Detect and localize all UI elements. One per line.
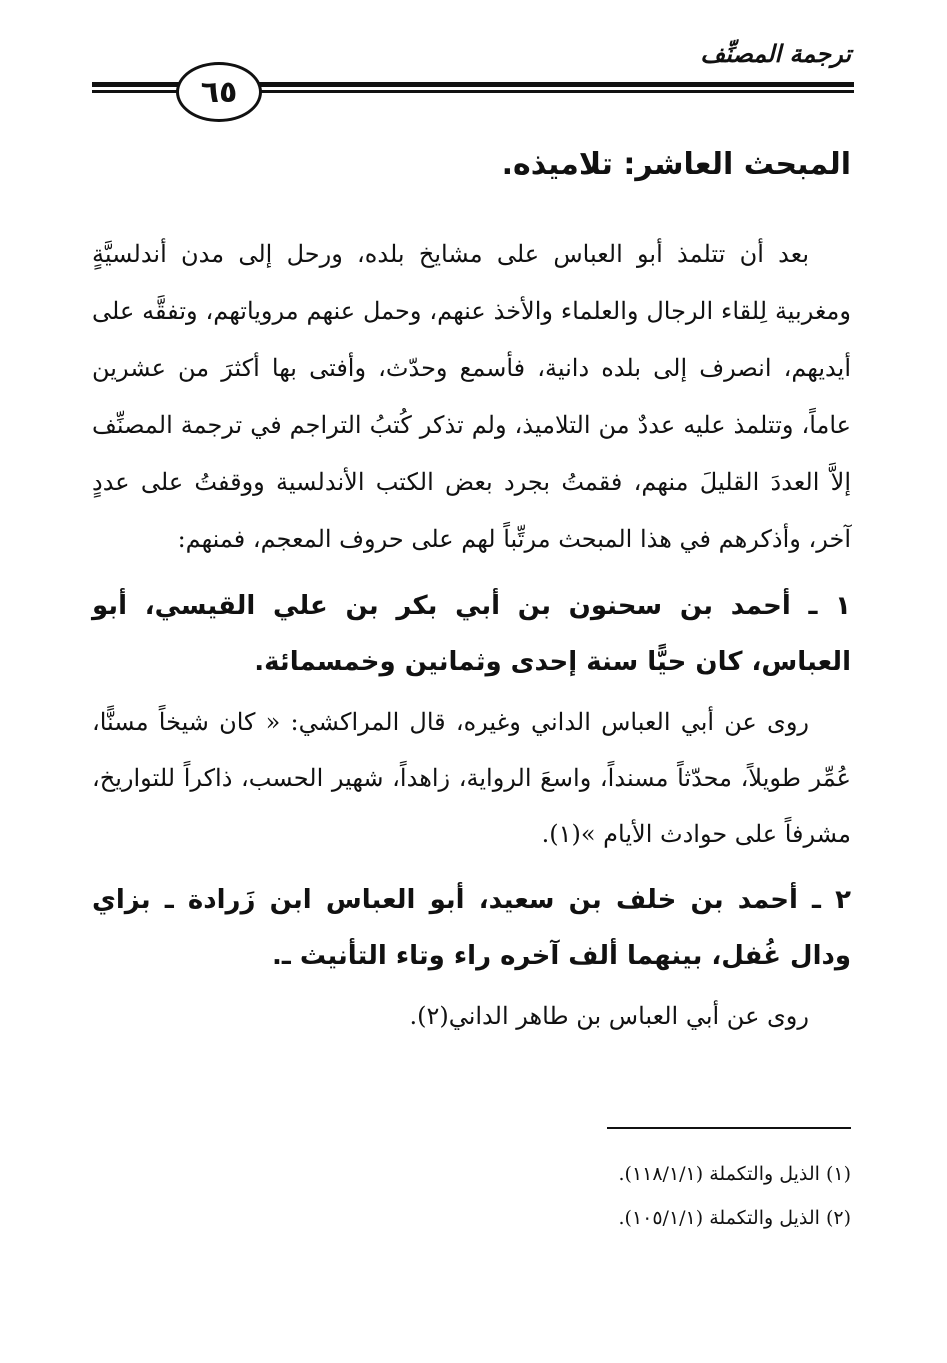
footnote-separator: [607, 1127, 851, 1129]
page-number: ٦٥: [176, 62, 262, 122]
entry-1: [92, 578, 851, 862]
footnote-1: (١) الذيل والتكملة (١١٨/١/١).: [618, 1163, 851, 1185]
footnotes: [92, 1152, 851, 1240]
entry-body: روى عن أبي العباس بن طاهر الداني(٢).: [409, 1002, 809, 1030]
intro-paragraph: بعد أن تتلمذ أبو العباس على مشايخ بلده، ورحل إلى مدن أندلسيَّةٍ ومغربية لِلقاء الرجال والعلماء والأخذ عنهم، وحمل عنهم مروياتهم، وتفقَّه على أيديهم، انصرف إلى بلده دانية، فأسمع وحدّث، وأفتى بها أكثرَ من عشرين عاماً، وتتلمذ عليه عددٌ من التلاميذ، ولم تذكر كُتبُ التراجم في ترجمة المصنِّف إلاَّ العددَ القليلَ منهم، فقمتُ بجرد بعض الكتب الأندلسية ووقفتُ على عددٍ آخر، وأذكرهم في هذا المبحث مرتِّباً لهم على حروف المعجم، فمنهم:: [92, 240, 851, 553]
footnote-2: (٢) الذيل والتكملة (١٠٥/١/١).: [618, 1207, 851, 1229]
main-content: [92, 140, 851, 1044]
entry-heading: ١ ـ أحمد بن سحنون بن أبي بكر بن علي القيسي، أبو العباس، كان حيًّا سنة إحدى وثمانين وخمسمائة.: [92, 591, 851, 677]
running-title: ترجمة المصنِّف: [700, 40, 851, 68]
entry-2: [92, 872, 851, 1044]
section-title: المبحث العاشر: تلاميذه.: [501, 147, 851, 182]
entry-body: روى عن أبي العباس الداني وغيره، قال المراكشي: « كان شيخاً مسنًّا، عُمِّر طويلاً، محدّثاً مسنداً، واسعَ الرواية، زاهداً، شهير الحسب، ذاكراً للتواريخ، مشرفاً على حوادث الأيام »(١).: [92, 708, 851, 848]
entry-heading: ٢ ـ أحمد بن خلف بن سعيد، أبو العباس ابن زَرادة ـ بزاي ودال غُفل، بينهما ألف آخره راء وتاء التأنيث ـ.: [92, 885, 851, 971]
